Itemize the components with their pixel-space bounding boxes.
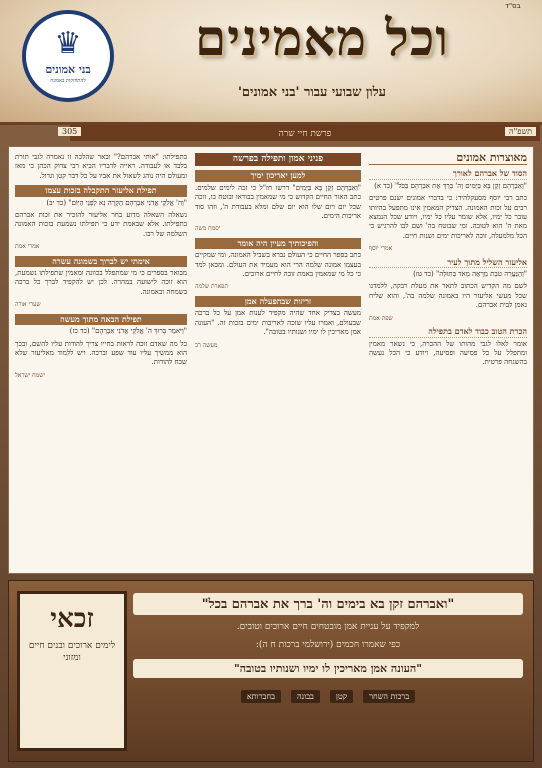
footer-slogan: "העונה אמן מאריכין לו ימיו ושנותיו בטובה" (133, 659, 523, 678)
source-signature: יסמח משה (195, 225, 221, 233)
source-signature: אמרי אמת (15, 243, 40, 251)
source-signature: ישמח ישראל (15, 371, 46, 379)
paragraph: כל מה שאדם זוכה לראות בחייו צריך להודות עליו להשם, ובכך הוא ממשיך עליו עוד שפע וברכה. ויש ללמוד מאליעזר שלא שכח להודות. (15, 339, 187, 367)
column-middle (195, 153, 361, 569)
issue-number: 305 (58, 127, 81, 136)
footer-line: למקפיד על עניית אמן מובטחים חיים ארוכים וטובים. (236, 622, 420, 632)
paragraph: נשאלה השאלה מדוע בחר אליעזר להזכיר את זכות אברהם בתפילתו. אלא שבאמת ידע כי תפילתו נשמעת בזכות האמונה השלמה של רבו. (15, 211, 187, 238)
footer-line: כפי שאמרו חכמים (ירושלמי ברכות ח ה): (255, 640, 401, 650)
paragraph: כתב בספר החיים כי העולם נברא בשביל האמונה, ומי שמקיים בעצמו אמונה שלמה הרי הוא מעמיד את העולם. ומכאן למד כי כל מי שמאמין באמת זוכה לחיים ארוכים. (195, 251, 361, 279)
section-title: זריזות שבהפעלה אמן (195, 296, 361, 307)
column-right (369, 153, 527, 569)
logo-text: בני אמונים (45, 62, 91, 76)
book-subtitle: לימים ארוכים ובנים חיים ומזוני (28, 641, 116, 663)
column-heading: מאוצרות אמונים (369, 153, 527, 165)
parasha-bar (70, 125, 540, 141)
source-signature: שערי אורה (15, 301, 41, 309)
section-title: הכרת הטוב כבוד לאדם בתפילה (369, 327, 527, 337)
source-signature: מעשה רב (195, 341, 218, 349)
logo-subtext: להתחזקות באמונה (50, 77, 86, 84)
section-title: הסוד של אברהם לאורך (369, 169, 527, 179)
source-signature: שפת אמת (369, 314, 393, 322)
footer-headline: "ואברהם זקן בא בימים וה' ברך את אברהם בכל" (133, 593, 523, 615)
footer-link[interactable]: ברכות השחר (363, 690, 415, 703)
corner-mark: בס"ד (505, 2, 521, 10)
book-title: זכאי (50, 604, 94, 634)
source-signature: אמרי יוסף (369, 245, 393, 253)
section-title: למען יאריכון ימיך (195, 170, 361, 181)
middle-banner: פניני אמון ותפילה בפרשה (195, 153, 361, 166)
logo (22, 10, 114, 102)
newsletter-title: וכל מאמינים (194, 8, 450, 67)
footer-link[interactable]: קטן (330, 690, 353, 703)
paragraph: מעשה בצדיק אחד שהיה מקפיד לענות אמן על כל ברכה שבעולם, ואמרו עליו שזכה לאריכות ימים בזכות זה. "העונה אמן מאריכין לו ימיו ושנותיו בטובה". (195, 309, 361, 337)
paragraph: כתב רבי יוסף מסעקלהיד: כי בדברי אמונים ישנם פרטים רבים על זכות האמונה. הצדיק המאמין אינו מתפעל בהיותו עובר כל ימיו, אלא שומר עליו כל ימיו, ויודע שכל הנמצא מאת ה' הוא לטובה. ומי שבוטח בה' ושם לבו להרגיש כי הכל מלמעלה, זוכה לאריכות ימים ושנות חיים. (369, 194, 527, 240)
parasha-name: פרשת חיי שרה (278, 128, 332, 139)
book-cover (17, 591, 127, 751)
quote: "וְהַנַּעֲרָה טֹבַת מַרְאֶה מְאֹד בְּתוּלָה" (כד טז) (413, 270, 527, 279)
footer-link[interactable]: בחברותא (241, 690, 281, 703)
footer-banner (8, 580, 534, 762)
header (0, 0, 542, 125)
paragraph: לשם מה הקדיש הכתוב לתאר את מעלת רבקה, ללמדנו שכל מעשי אליעזר היו באמונה שלמה בה', והוא שליח נאמן לבית אברהם. (369, 282, 527, 310)
content-area (8, 146, 534, 574)
paragraph: בתפילתו: "אותי אברהם?" ובאר שהלכה זו נאמרה לגבי תורת בלבד או לעבודה. ראייה לדבריו הביא רבי צדוק הכהן כי מאז ומעולם היה נוהג לשאול את אביו על כל דבר קטן וגדול. (15, 153, 187, 180)
section-title: אימתי יש לברוך בשמונה עשרה (15, 256, 187, 267)
source-signature: תפארת שלמה (195, 283, 228, 291)
section-title: אליעזר השליל מתוך לעיר (369, 258, 527, 268)
crown-icon: ♛ (54, 25, 82, 61)
paragraph: מבואר בספרים כי מי שמתפלל בכוונה ומאמין שתפילתו נשמעת, הוא זוכה לישועה במהרה. לכן יש להקפיד לברך כל ברכה בשמחה ובאמונה. (15, 269, 187, 296)
quote: "וְאַבְרָהָם זָקֵן בָּא בַּיָּמִים וַה' בֵּרַךְ אֶת אַבְרָהָם בַּכֹּל" (כד א) (374, 181, 527, 190)
newsletter-subtitle: עלון שבועי עבור 'בני אמונים' (237, 85, 387, 100)
paragraph: אומר לאלו לגבי מהותו של ההכרה, כי נשאר מאמין ומתפלל על כל פסיעה ופסיעה, ויודע כי הכל נעשה בהשגחה פרטית. (369, 339, 527, 367)
column-left (15, 153, 187, 569)
section-title: תפילת אליעזר התקבלה בזכות עצמו (15, 185, 187, 196)
footer-text (133, 593, 523, 703)
paragraph: "וְאַבְרָהָם זָקֵן בָּא בַּיָּמִים" דרשו חז"ל כי זכה לימים שלמים. כתב האור החיים הקדוש כי מי שמאמין בבוראו ובוטח בו, זוכה שכל יום ויום שלו הוא יום שלם ומלא בעבודת ה', וזהו סוד אריכות הימים. (195, 183, 361, 221)
section-title: תפילת הבאה מתוך מעשה (15, 314, 187, 325)
footer-links (133, 690, 523, 703)
year-label: תשפ"ה (505, 127, 536, 136)
footer-link[interactable]: בבונה (291, 690, 320, 703)
quote: "וַה' אֱלֹקֵי אֲדֹנִי אַבְרָהָם הַקְרֵה נָא לְפָנַי הַיּוֹם" (כד יב) (46, 198, 187, 207)
quote: "וַיֹּאמַר בָּרוּךְ ה' אֱלֹקֵי אֲדֹנִי אַבְרָהָם" (כד כז) (69, 327, 187, 336)
section-title: והפיכותיך מעיין היה אומר (195, 238, 361, 249)
